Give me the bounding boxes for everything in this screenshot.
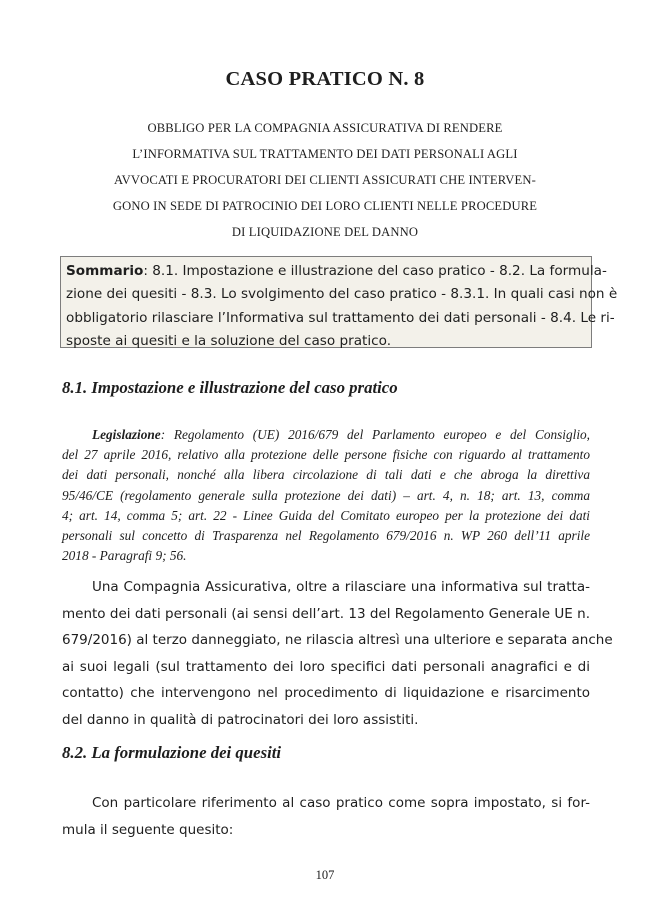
page-title: CASO PRATICO N. 8 (225, 68, 425, 90)
legislation-label: Legislazione (92, 427, 161, 442)
summary-line: zione dei quesiti - 8.3. Lo svolgimento del caso pratico - 8.3.1. In quali casi non è (66, 286, 618, 303)
page-number: 107 (315, 868, 335, 882)
legislation-note (62, 425, 590, 566)
paragraph-line: 679/2016) al terzo danneggiato, ne rilascia altresì una ulteriore e separata anche (62, 632, 613, 648)
paragraph-line: Con particolare riferimento al caso pratico come sopra impostato, si for- (92, 795, 590, 811)
legislation-line (62, 425, 590, 445)
subtitle-line: L’INFORMATIVA SUL TRATTAMENTO DEI DATI PERSONALI AGLI (132, 147, 518, 161)
subtitle-line: GONO IN SEDE DI PATROCINIO DEI LORO CLIENTI NELLE PROCEDURE (112, 199, 538, 213)
summary-line (66, 260, 607, 283)
legislation-line: 4; art. 14, comma 5; art. 22 - Linee Guida del Comitato europeo per la protezione dei dati (62, 507, 590, 523)
summary-box (60, 256, 618, 349)
paragraph-line: contatto) che intervengono nel procedimento di liquidazione e risarcimento (62, 685, 590, 701)
body-paragraph (62, 574, 613, 733)
paragraph-line: del danno in qualità di patrocinatori dei loro assistiti. (62, 711, 419, 728)
legislation-line: del 27 aprile 2016, relativo alla protezione delle persone fisiche con riguardo al trattamento (62, 447, 590, 463)
case-subtitle (80, 115, 570, 245)
summary-text: : 8.1. Impostazione e illustrazione del caso pratico - 8.2. La formula- (143, 263, 607, 279)
legislation-line: 2018 - Paragrafi 9; 56. (62, 548, 187, 564)
summary-line: sposte ai quesiti e la soluzione del caso pratico. (66, 332, 392, 349)
legislation-line: 95/46/CE (regolamento generale sulla protezione dei dati) – art. 4, n. 18; art. 13, comma (62, 487, 590, 503)
legislation-line: dei dati personali, nonché alla libera circolazione di tali dati e che abroga la direttiva (62, 467, 590, 483)
subtitle-line: DI LIQUIDAZIONE DEL DANNO (231, 225, 419, 239)
legislation-line: personali sul concetto di Trasparenza nel Regolamento 679/2016 n. WP 260 dell’11 aprile (62, 528, 590, 544)
paragraph-line: Una Compagnia Assicurativa, oltre a rilasciare una informativa sul tratta- (92, 579, 590, 595)
paragraph-line: ai suoi legali (sul trattamento dei loro specifici dati personali anagrafici e di (62, 658, 590, 675)
summary-line: obbligatorio rilasciare l’Informativa sul trattamento dei dati personali - 8.4. Le ri- (66, 309, 615, 326)
section-heading-8-1: 8.1. Impostazione e illustrazione del caso pratico (62, 378, 398, 397)
paragraph-line: mula il seguente quesito: (62, 821, 234, 838)
subtitle-line: AVVOCATI E PROCURATORI DEI CLIENTI ASSICURATI CHE INTERVEN- (114, 173, 536, 187)
body-paragraph (62, 790, 590, 843)
section-heading-8-2: 8.2. La formulazione dei quesiti (62, 743, 282, 762)
summary-label: Sommario (66, 263, 144, 279)
subtitle-line: OBBLIGO PER LA COMPAGNIA ASSICURATIVA DI RENDERE (147, 121, 503, 135)
paragraph-line: mento dei dati personali (ai sensi dell’art. 13 del Regolamento Generale UE n. (62, 605, 590, 622)
legislation-text: : Regolamento (UE) 2016/679 del Parlamento europeo e del Consiglio, (160, 427, 590, 442)
